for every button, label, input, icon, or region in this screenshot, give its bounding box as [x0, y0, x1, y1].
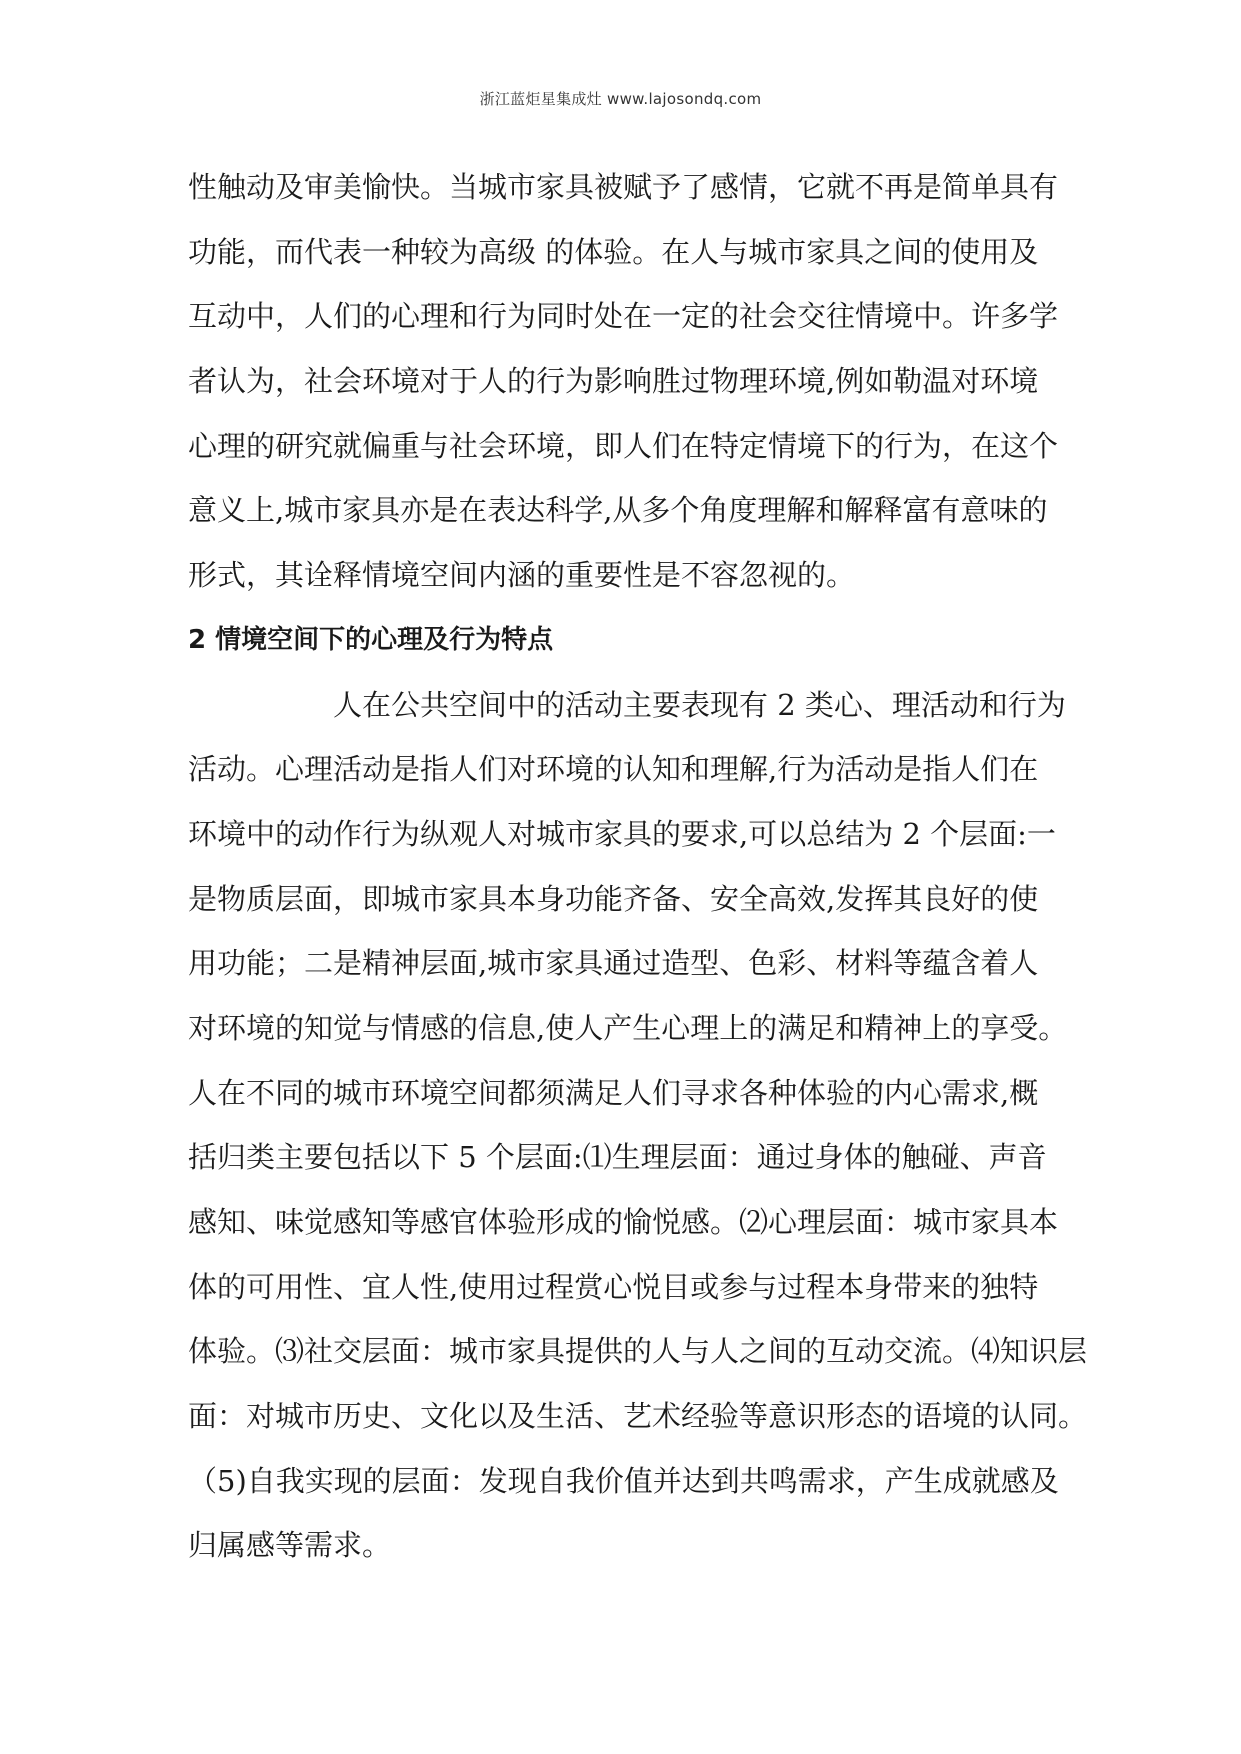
text-line: 归属感等需求。 [188, 1528, 392, 1563]
text-line: 意义上,城市家具亦是在表达科学,从多个角度理解和解释富有意味的 [188, 493, 1048, 528]
section-heading: 2 情境空间下的心理及行为特点 [188, 624, 554, 655]
text-line: 感知、味觉感知等感官体验形成的愉悦感。⑵心理层面：城市家具本 [188, 1205, 1059, 1239]
text-line: 功能，而代表一种较为高级 的体验。在人与城市家具之间的使用及 [188, 234, 1039, 269]
document-body [188, 155, 1088, 1578]
page-header: 浙江蓝炬星集成灶 www.lajosondq.com [479, 90, 762, 108]
text-line: 心理的研究就偏重与社会环境，即人们在特定情境下的行为，在这个 [188, 428, 1059, 463]
text-line: 面：对城市历史、文化以及生活、艺术经验等意识形态的语境的认同。 [188, 1399, 1088, 1434]
text-line: 体的可用性、宜人性,使用过程赏心悦目或参与过程本身带来的独特 [188, 1269, 1039, 1304]
text-line: 括归类主要包括以下 5 个层面:⑴生理层面：通过身体的触碰、声音 [188, 1140, 1047, 1175]
text-line: 环境中的动作行为纵观人对城市家具的要求,可以总结为 2 个层面:一 [188, 816, 1056, 851]
text-line: 活动。心理活动是指人们对环境的认知和理解,行为活动是指人们在 [188, 752, 1039, 787]
text-line: 是物质层面，即城市家具本身功能齐备、安全高效,发挥其良好的使 [188, 881, 1039, 916]
text-line: 人在不同的城市环境空间都须满足人们寻求各种体验的内心需求,概 [188, 1075, 1039, 1110]
text-line: 性触动及审美愉快。当城市家具被赋予了感情，它就不再是简单具有 [188, 170, 1059, 204]
text-line: 互动中，人们的心理和行为同时处在一定的社会交往情境中。许多学 [188, 299, 1059, 334]
text-line: 形式，其诠释情境空间内涵的重要性是不容忽视的。 [188, 558, 856, 593]
paragraph-first-line: 人在公共空间中的活动主要表现有 2 类心、理活动和行为 [333, 687, 1066, 722]
text-line: （5)自我实现的层面：发现自我价值并达到共鸣需求，产生成就感及 [188, 1463, 1059, 1498]
text-line: 对环境的知觉与情感的信息,使人产生心理上的满足和精神上的享受。 [188, 1010, 1068, 1045]
text-line: 者认为，社会环境对于人的行为影响胜过物理环境,例如勒温对环境 [188, 364, 1039, 399]
text-line: 体验。⑶社交层面：城市家具提供的人与人之间的互动交流。⑷知识层 [188, 1334, 1088, 1369]
text-line: 用功能；二是精神层面,城市家具通过造型、色彩、材料等蕴含着人 [188, 946, 1039, 981]
